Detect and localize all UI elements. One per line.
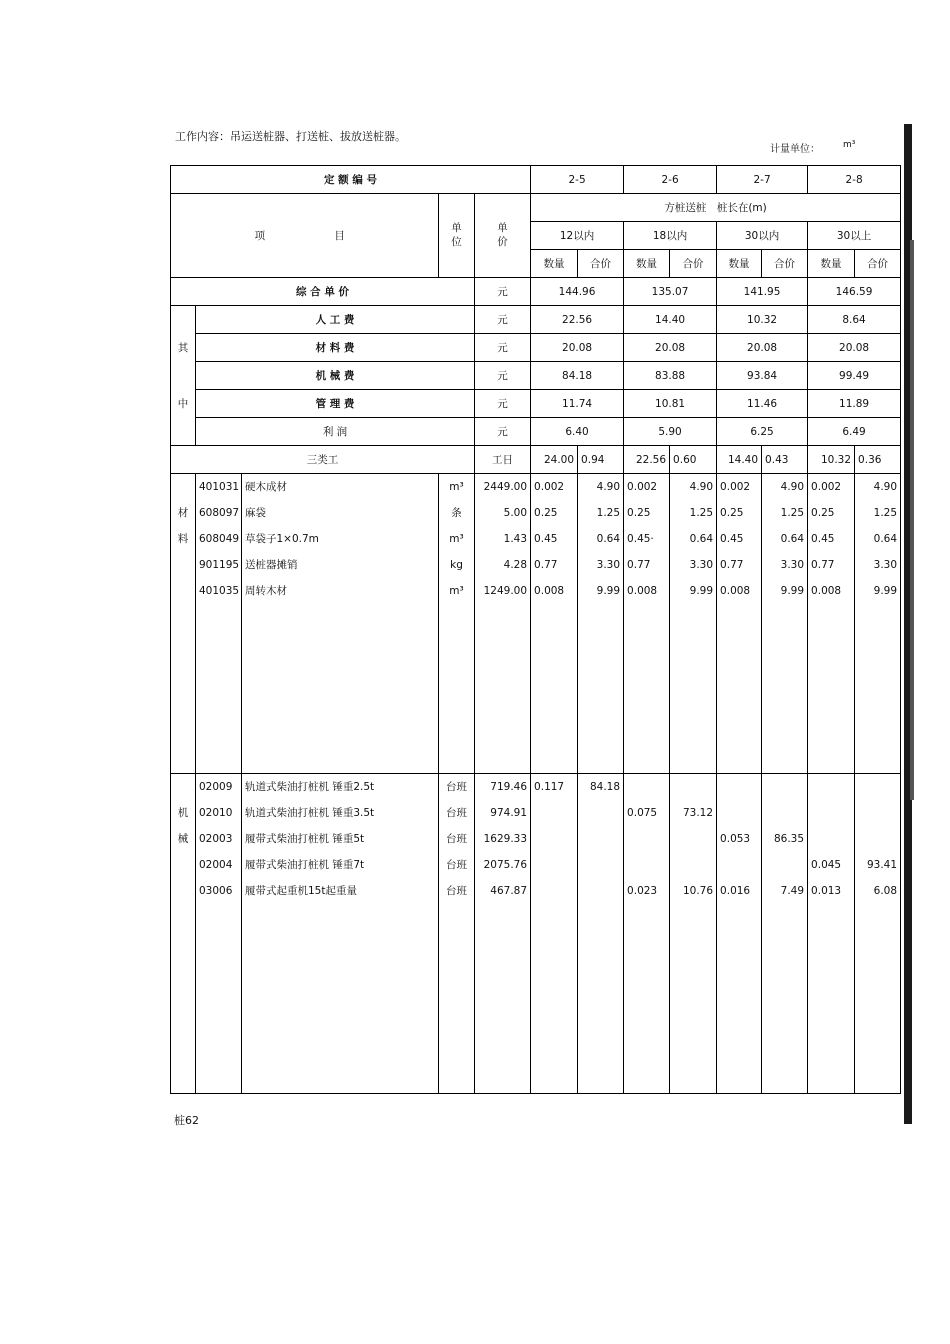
machine-total-col: 86.35 7.49 [762,774,808,1094]
quota-no-row [171,166,901,194]
breakdown-unit: 元 [475,334,531,362]
composite-unit: 元 [475,278,531,306]
labor-qty: 0.43 [762,446,808,474]
breakdown-label: 利 润 [196,418,475,446]
qty-label: 数量 [717,250,762,278]
breakdown-unit: 元 [475,390,531,418]
machine-codes: 02009 02010 02003 02004 03006 [196,774,242,1094]
item-header: 项 目 [171,194,439,278]
labor-qty: 0.60 [670,446,717,474]
labor-qty: 0.36 [855,446,901,474]
breakdown-value: 22.56 [531,306,624,334]
material-qty-col: 0.002 0.25 0.45· 0.77 0.008 [624,474,670,774]
materials-block [171,474,901,774]
price-header: 单价 [475,194,531,278]
breakdown-value: 11.46 [717,390,808,418]
breakdown-value: 20.08 [624,334,717,362]
breakdown-row [171,418,901,446]
qty-label: 数量 [808,250,855,278]
composite-value: 135.07 [624,278,717,306]
breakdown-value: 8.64 [808,306,901,334]
machine-qty-col: 0.075 0.023 [624,774,670,1094]
qty-label: 数量 [624,250,670,278]
machine-total-col: 93.41 6.08 [855,774,901,1094]
labor-total: 22.56 [624,446,670,474]
breakdown-value: 6.25 [717,418,808,446]
material-qty-col: 0.002 0.25 0.45 0.77 0.008 [531,474,578,774]
quota-table [170,165,901,1094]
material-qty-col: 0.002 0.25 0.45 0.77 0.008 [717,474,762,774]
breakdown-value: 14.40 [624,306,717,334]
unit-header: 单位 [439,194,475,278]
breakdown-value: 6.49 [808,418,901,446]
breakdown-value: 10.32 [717,306,808,334]
machine-qty-col: 0.053 0.016 [717,774,762,1094]
material-total-col: 4.90 1.25 0.64 3.30 9.99 [762,474,808,774]
code-cell: 2-5 [531,166,624,194]
material-total-col: 4.90 1.25 0.64 3.30 9.99 [670,474,717,774]
machine-units: 台班 台班 台班 台班 台班 [439,774,475,1094]
breakdown-label: 管 理 费 [196,390,475,418]
machine-qty-col: 0.117 [531,774,578,1094]
breakdown-value: 20.08 [808,334,901,362]
breakdown-row [171,334,901,362]
machine-side-label: 机 械 [171,774,196,1094]
page-number: 桩62 [174,1114,199,1127]
length-cell: 30以上 [808,222,901,250]
breakdown-unit: 元 [475,362,531,390]
breakdown-value: 83.88 [624,362,717,390]
breakdown-label: 材 料 费 [196,334,475,362]
total-label: 合价 [670,250,717,278]
work-content: 工作内容：吊运送桩器、打送桩、拔放送桩器。 [175,130,406,143]
labor-total: 10.32 [808,446,855,474]
material-side-label: 材 料 [171,474,196,774]
labor-total: 14.40 [717,446,762,474]
breakdown-value: 20.08 [717,334,808,362]
code-cell: 2-6 [624,166,717,194]
machine-prices: 719.46 974.91 1629.33 2075.76 467.87 [475,774,531,1094]
breakdown-value: 11.89 [808,390,901,418]
breakdown-value: 93.84 [717,362,808,390]
breakdown-unit: 元 [475,418,531,446]
material-qty-col: 0.002 0.25 0.45 0.77 0.008 [808,474,855,774]
composite-value: 146.59 [808,278,901,306]
material-units: m³ 条 m³ kg m³ [439,474,475,774]
group-title: 方桩送桩 桩长在(m) [531,194,901,222]
breakdown-row [171,362,901,390]
breakdown-label: 机 械 费 [196,362,475,390]
unit-label: 计量单位： [770,144,820,155]
labor-price: 24.00 [531,446,578,474]
quota-no-label: 定 额 编 号 [171,166,531,194]
group-title-row [171,194,901,222]
material-prices: 2449.00 5.00 1.43 4.28 1249.00 [475,474,531,774]
length-cell: 30以内 [717,222,808,250]
total-label: 合价 [578,250,624,278]
breakdown-value: 99.49 [808,362,901,390]
breakdown-value: 6.40 [531,418,624,446]
composite-label: 综 合 单 价 [171,278,475,306]
breakdown-value: 11.74 [531,390,624,418]
composite-row [171,278,901,306]
machine-names: 轨道式柴油打桩机 锤重2.5t 轨道式柴油打桩机 锤重3.5t 履带式柴油打桩机 锤重5t 履带式柴油打桩机 锤重7t 履带式起重机15t起重量 [242,774,439,1094]
total-label: 合价 [855,250,901,278]
breakdown-unit: 元 [475,306,531,334]
breakdown-value: 20.08 [531,334,624,362]
total-label: 合价 [762,250,808,278]
breakdown-value: 5.90 [624,418,717,446]
code-cell: 2-7 [717,166,808,194]
breakdown-row [171,390,901,418]
material-names: 硬木成材 麻袋 草袋子1×0.7m 送桩器摊销 周转木材 [242,474,439,774]
machine-total-col: 73.12 10.76 [670,774,717,1094]
unit-value: m³ [843,140,856,150]
material-codes: 401031 608097 608049 901195 401035 [196,474,242,774]
length-cell: 18以内 [624,222,717,250]
qty-label: 数量 [531,250,578,278]
labor-row [171,446,901,474]
breakdown-value: 84.18 [531,362,624,390]
labor-unit: 工日 [475,446,531,474]
code-cell: 2-8 [808,166,901,194]
breakdown-side-label: 其 中 [171,306,196,446]
composite-value: 141.95 [717,278,808,306]
length-cell: 12以内 [531,222,624,250]
machinery-block [171,774,901,1094]
labor-qty: 0.94 [578,446,624,474]
composite-value: 144.96 [531,278,624,306]
breakdown-value: 10.81 [624,390,717,418]
breakdown-row [171,306,901,334]
material-total-col: 4.90 1.25 0.64 3.30 9.99 [578,474,624,774]
breakdown-label: 人 工 费 [196,306,475,334]
labor-name: 三类工 [171,446,475,474]
machine-qty-col: 0.045 0.013 [808,774,855,1094]
machine-total-col: 84.18 [578,774,624,1094]
scan-edge-shade [910,240,914,800]
material-total-col: 4.90 1.25 0.64 3.30 9.99 [855,474,901,774]
